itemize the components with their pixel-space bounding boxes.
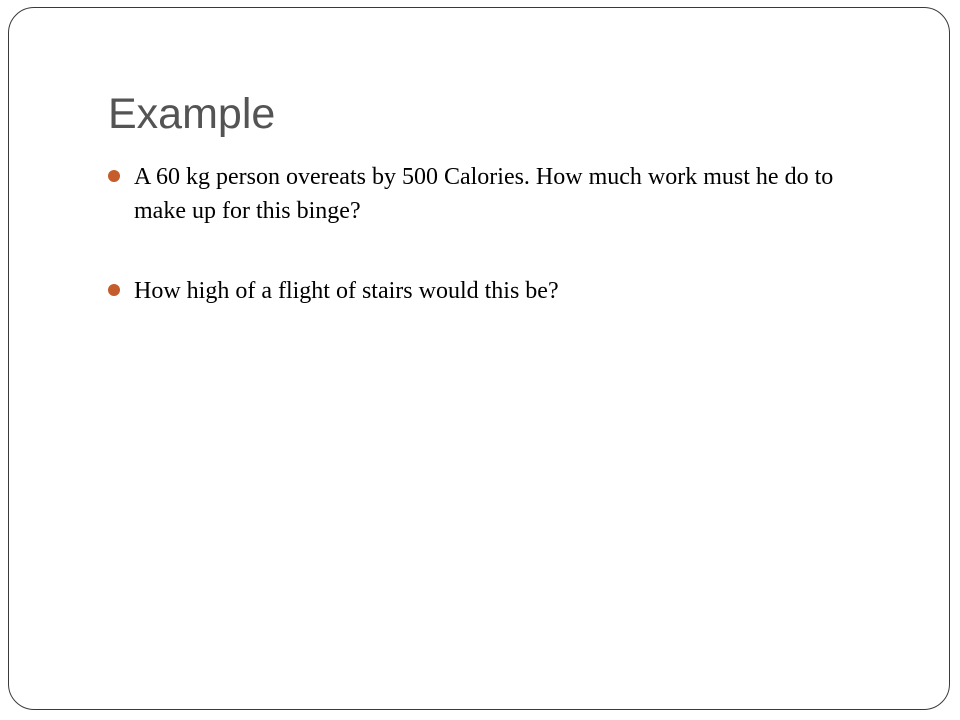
bullet-item	[106, 274, 886, 308]
bullet-list	[106, 160, 886, 354]
slide-title: Example	[108, 90, 276, 138]
bullet-dot-icon	[108, 284, 120, 296]
bullet-item	[106, 160, 886, 228]
bullet-text: How high of a flight of stairs would this be?	[134, 278, 559, 304]
bullet-text: A 60 kg person overeats by 500 Calories. How much work must he do to make up for this binge?	[134, 164, 834, 224]
bullet-dot-icon	[108, 170, 120, 182]
